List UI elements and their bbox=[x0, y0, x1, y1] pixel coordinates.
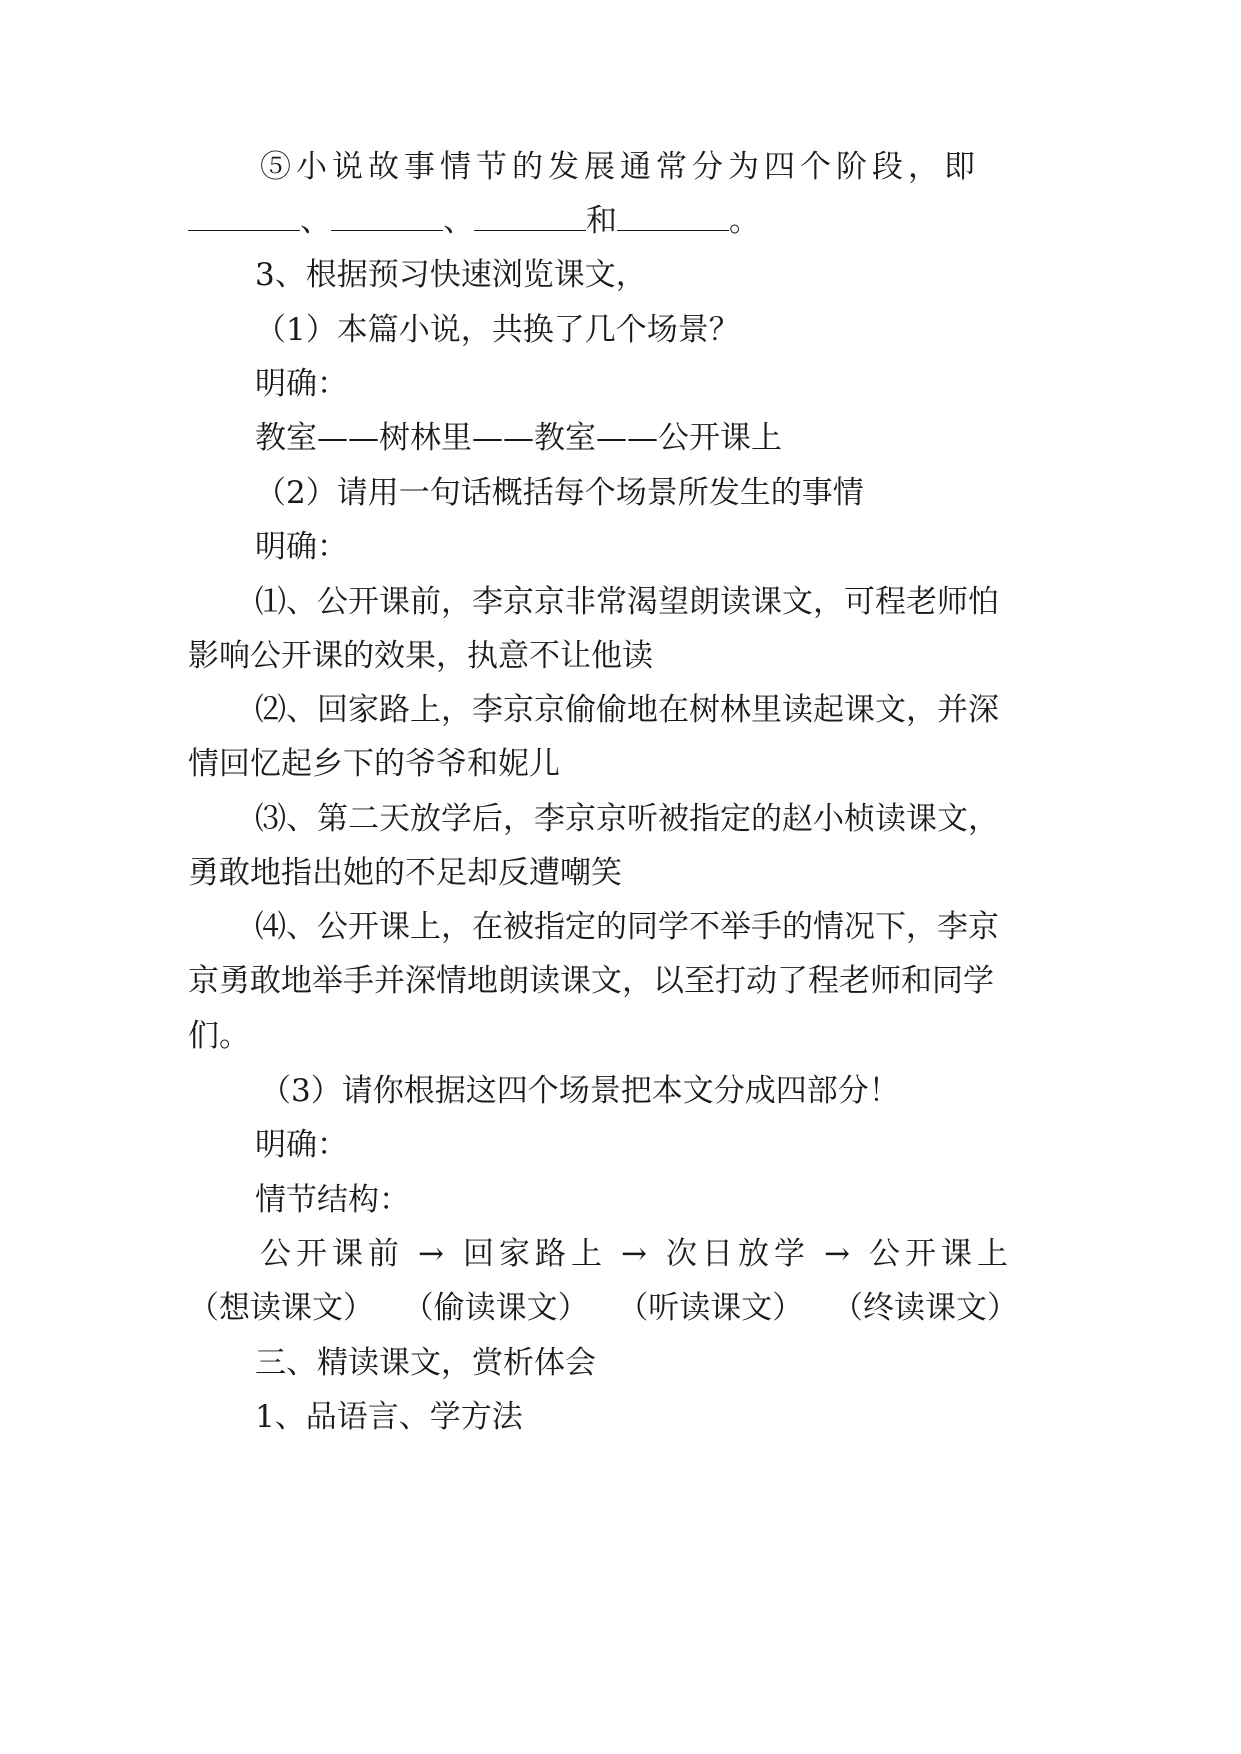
q1-mingque: 明确： bbox=[255, 366, 348, 402]
blank-1 bbox=[188, 204, 300, 231]
q2-mingque: 明确： bbox=[255, 529, 348, 565]
blank-4 bbox=[617, 204, 729, 231]
q5-line1 bbox=[260, 147, 1050, 187]
section-heading: 三、精读课文，赏析体会 bbox=[255, 1345, 596, 1381]
stage-3: 次日放学 bbox=[665, 1236, 810, 1272]
q2-item1-line1: ⑴、公开课前，李京京非常渴望朗读课文，可程老师怕 bbox=[255, 584, 999, 620]
q2-item2-line1: ⑵、回家路上，李京京偷偷地在树林里读起课文，并深 bbox=[255, 692, 999, 728]
q5-text: ⑤小说故事情节的发展通常分为四个阶段，即 bbox=[260, 149, 980, 185]
arrow-icon: → bbox=[418, 1236, 449, 1272]
q2-item4-line2: 京勇敢地举手并深情地朗读课文，以至打动了程老师和同学 bbox=[188, 963, 994, 999]
blank-3 bbox=[474, 204, 586, 231]
section-3-title: 3、根据预习快速浏览课文， bbox=[255, 257, 647, 293]
q5-sep3: 和 bbox=[586, 203, 617, 239]
keyword-1: （想读课文） bbox=[188, 1290, 374, 1326]
q2-item4-line3: 们。 bbox=[188, 1018, 250, 1054]
q3-question: （3）请你根据这四个场景把本文分成四部分！ bbox=[260, 1073, 900, 1109]
q2-item1-line2: 影响公开课的效果，执意不让他读 bbox=[188, 638, 653, 674]
q3-structure-label: 情节结构： bbox=[255, 1182, 410, 1218]
q3-mingque: 明确： bbox=[255, 1127, 348, 1163]
q2-item3-line2: 勇敢地指出她的不足却反遭嘲笑 bbox=[188, 855, 622, 891]
stage-4: 公开课上 bbox=[868, 1236, 1013, 1272]
keyword-4: （终读课文） bbox=[831, 1290, 1018, 1326]
keyword-3: （听读课文） bbox=[617, 1290, 804, 1326]
q2-question: （2）请用一句话概括每个场景所发生的事情 bbox=[255, 475, 864, 511]
q2-item3-line1: ⑶、第二天放学后，李京京听被指定的赵小桢读课文， bbox=[255, 801, 999, 837]
plot-stages-row bbox=[260, 1234, 1060, 1274]
stage-2: 回家路上 bbox=[462, 1236, 607, 1272]
q5-sep1: 、 bbox=[300, 203, 331, 239]
blank-2 bbox=[331, 204, 443, 231]
keyword-2: （偷读课文） bbox=[402, 1290, 589, 1326]
q1-question: （1）本篇小说，共换了几个场景？ bbox=[255, 312, 740, 348]
arrow-icon: → bbox=[620, 1236, 652, 1272]
q5-end: 。 bbox=[729, 203, 760, 239]
q2-item4-line1: ⑷、公开课上，在被指定的同学不举手的情况下，李京 bbox=[255, 909, 999, 945]
subsection-heading: 1、品语言、学方法 bbox=[255, 1399, 523, 1435]
q5-line2 bbox=[188, 201, 1058, 241]
stage-1: 公开课前 bbox=[260, 1236, 404, 1272]
q5-sep2: 、 bbox=[443, 203, 474, 239]
q1-answer: 教室——树林里——教室——公开课上 bbox=[255, 420, 782, 456]
arrow-icon: → bbox=[823, 1236, 855, 1272]
q2-item2-line2: 情回忆起乡下的爷爷和妮儿 bbox=[188, 746, 560, 782]
plot-keywords-row bbox=[188, 1288, 1018, 1328]
